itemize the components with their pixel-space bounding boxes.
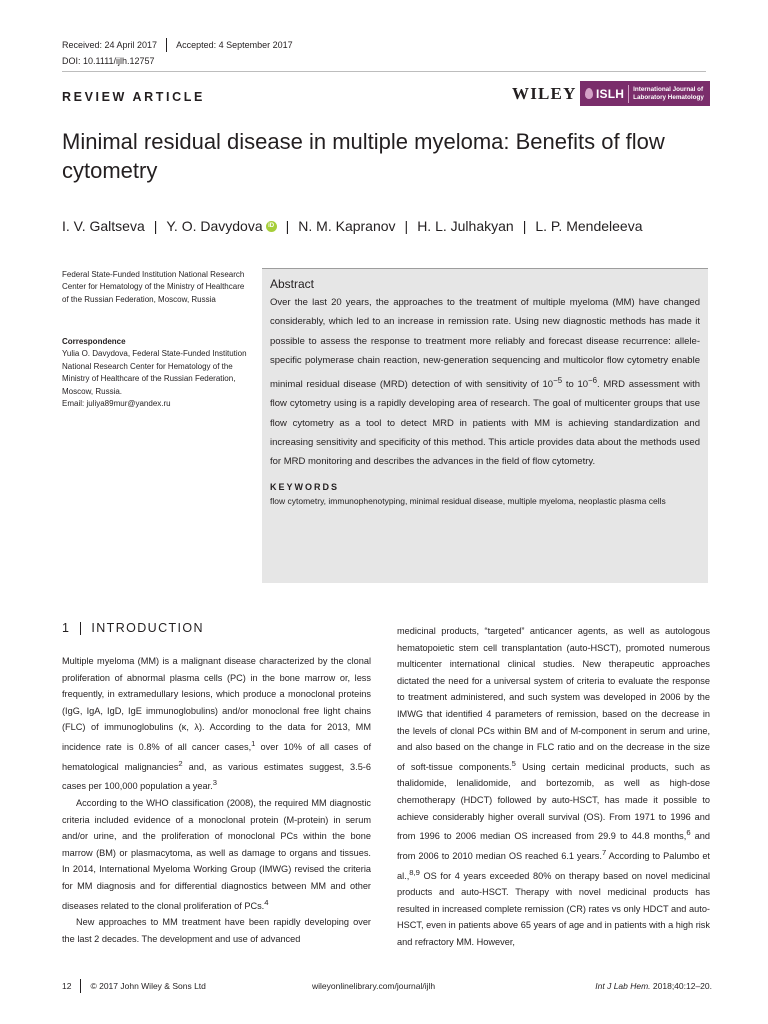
author-separator: |	[404, 218, 409, 234]
islh-mark	[580, 81, 628, 106]
author-separator: |	[522, 218, 527, 234]
author-name[interactable]: N. M. Kapranov	[298, 218, 396, 234]
paragraph: New approaches to MM treatment have been rapidly developing over the last 2 decades. The development and use of advanced	[62, 917, 371, 944]
accepted-date: Accepted: 4 September 2017	[176, 40, 293, 50]
page-footer	[62, 979, 712, 993]
citation-ref[interactable]: 8,9	[409, 867, 420, 877]
citation-ref[interactable]: 2	[178, 758, 183, 768]
author-name[interactable]: Y. O. Davydova	[166, 218, 263, 234]
journal-name: International Journal of Laboratory Hematology	[633, 85, 704, 101]
header-rule	[62, 71, 706, 72]
citation-info: Int J Lab Hem. 2018;40:12–20.	[595, 981, 712, 991]
abstract-text: Over the last 20 years, the approaches to the treatment of multiple myeloma (MM) have changed considerably, which led to an increase in remission rate. Using new diagnostic methods has made it possible to assess the response to treatment more reliably and forecast disease recurrence: allele-specific polymerase chain reaction, new-generation sequencing and multicolor flow cytometry enable minimal residual disease (MRD) detection of with sensitivity of $10^{-5}$ to $10^{-6}$. MRD assessment with flow cytometry using is a rapidly developing area of research. The goal of multicenter groups that use flow cytometry as a tool to detect MRD in patients with MM is achieving standardization and increasing sensitivity and specificity of this method. This article provides data about the methods used for MRD monitoring and describes the advances in the field of flow cytometry.	[270, 297, 700, 468]
article-type: REVIEW ARTICLE	[62, 90, 205, 104]
correspondence-email[interactable]: Email: juliya89mur@yandex.ru	[62, 399, 171, 409]
copyright: © 2017 John Wiley & Sons Ltd	[90, 981, 206, 991]
abstract-panel	[262, 268, 708, 583]
keywords-heading: KEYWORDS	[270, 481, 340, 492]
affiliation: Federal State-Funded Institution National Research Center for Hematology of the Ministry of Healthcare of the Russian Federation, Moscow, Russia	[62, 270, 245, 304]
paragraph: Multiple myeloma (MM) is a malignant disease characterized by the clonal proliferation of abnormal plasma cells (PC) in the bone marrow or, less frequently, in extramedullary lesions, which produce a monoclonal proteins (IgG, IgA, IgD, IgE immunoglobulins) and/or monoclonal free light chains (FLC) of immunoglobulins (κ, λ). According to the data for 2013, MM incidence rate is 0.8% of all cancer cases,$^1$ over 10% of all cases of hematological malignancies$^2$ and, as various estimates suggest, 3.5-6 cases per 100,000 population a year.$^3$	[62, 656, 372, 792]
author-name[interactable]: I. V. Galtseva	[62, 218, 145, 234]
author-list	[62, 218, 642, 234]
droplet-icon	[585, 88, 593, 99]
author-separator: |	[285, 218, 290, 234]
body-column-left	[62, 653, 371, 947]
citation-ref[interactable]: 4	[264, 897, 269, 907]
journal-url[interactable]: wileyonlinelibrary.com/journal/ijlh	[312, 981, 436, 991]
page-number: 12	[62, 981, 72, 991]
citation-ref[interactable]: 6	[686, 828, 691, 838]
author-name[interactable]: H. L. Julhakyan	[417, 218, 514, 234]
citation-ref[interactable]: 7	[601, 847, 607, 857]
body-column-right	[397, 623, 710, 951]
section-heading	[62, 621, 204, 635]
citation-ref[interactable]: 1	[251, 738, 256, 748]
citation-ref[interactable]: 3	[212, 778, 217, 788]
wiley-logo: WILEY	[512, 84, 577, 103]
divider	[80, 622, 81, 635]
divider	[166, 38, 167, 52]
citation-ref[interactable]: 5	[511, 758, 516, 768]
keywords-text: flow cytometry, immunophenotyping, minimal residual disease, multiple myeloma, neoplastic plasma cells	[270, 495, 666, 506]
islh-journal-logo	[580, 81, 710, 106]
orcid-icon[interactable]: iD	[266, 221, 277, 232]
abstract-heading: Abstract	[270, 277, 315, 291]
article-title: Minimal residual disease in multiple myeloma: Benefits of flow cytometry	[62, 129, 665, 183]
correspondence-heading: Correspondence	[62, 337, 126, 346]
received-date: Received: 24 April 2017	[62, 40, 158, 50]
section-title: INTRODUCTION	[91, 621, 204, 635]
correspondence	[62, 336, 247, 410]
paragraph: According to the WHO classification (2008), the required MM diagnostic criteria included evidence of a monoclonal protein (M-protein) in serum and/or urine, and the proliferation of monoclonal PCs within the bone marrow (BM) or plasmacytoma, as well as damage to organs and tissues. In 2014, International Myeloma Working Group (IMWG) revised the criteria for MM diagnosis and for differential diagnostics between MM and other diseases related to the clonal proliferation of PCs.$^4$	[62, 797, 371, 911]
islh-text: ISLH	[596, 86, 625, 101]
publication-dates	[62, 38, 293, 52]
correspondence-text: Yulia O. Davydova, Federal State-Funded Institution National Research Center for Hematology of the Ministry of Healthcare of the Russian Federation, Moscow, Russia.	[62, 349, 247, 396]
author-name[interactable]: L. P. Mendeleeva	[535, 218, 643, 234]
author-separator: |	[153, 218, 158, 234]
divider	[80, 979, 81, 993]
section-number: 1	[62, 621, 71, 635]
doi-link[interactable]: DOI: 10.1111/ijlh.12757	[62, 56, 155, 66]
paragraph: medicinal products, “targeted” anticancer agents, as well as autologous hematopoietic stem cell transplantation (auto-HSCT), promoted numerous multicenter international clinical studies. New therapeutic approaches dictated the need for a universal system of criteria to evaluate the response to treatment administered, and such system was developed in 2006 by the IMWG that identified 4 parameters of remission, based on the decrease in the levels of clonal PCs within BM and of M-component in serum and urine, and also based on the change in FLC ratio and on the decrease in the size of soft-tissue components.$^5$ Using certain medicinal products, such as thalidomide, lenalidomide, and bortezomib, as well as high-dose chemotherapy (HDCT) followed by auto-HSCT, has made it possible to achieve considerably higher overall survival (OS). From 1971 to 1996 and from 1996 to 2006 median OS increased from 29.9 to 44.8 months,$^6$ and from 2006 to 2010 median OS reached 6.1 years.$^7$ According to Palumbo et al.,$^{8,9}$ OS for 4 years exceeded 80% on therapy based on novel medicinal products and auto-HSCT. Therapy with novel medicinal products has resulted in increased complete remission (CR) rates vs only HDCT and auto-HSCT, even in patients above 65 years of age and in patients with a high risk and refractory MM. However,	[397, 626, 711, 947]
